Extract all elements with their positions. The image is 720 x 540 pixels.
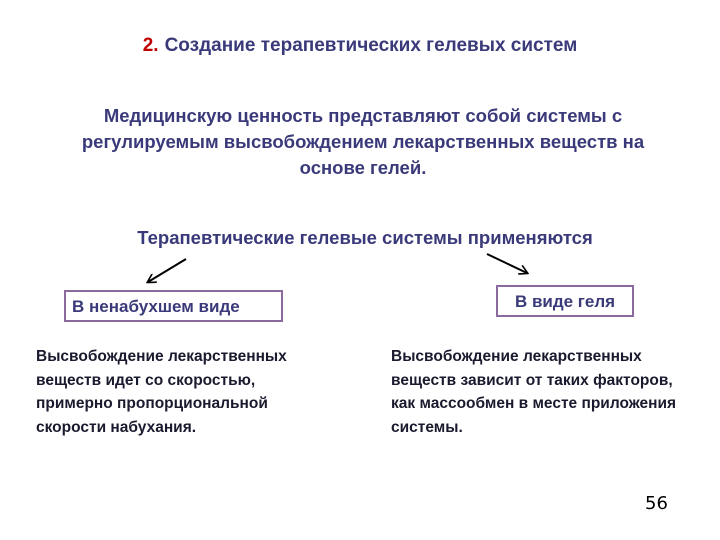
title-number: 2. [142, 35, 159, 56]
gel-form-box [496, 285, 634, 317]
unswollen-form-label: В ненабухшем виде [72, 297, 240, 316]
right-arrow [487, 254, 527, 273]
unswollen-description: Высвобождение лекарственных веществ идет со скоростью, примерно пропорциональной скорости набухания. [36, 348, 287, 436]
title-text: Создание терапевтических гелевых систем [164, 35, 578, 56]
gel-description: Высвобождение лекарственных веществ зависит от таких факторов, как массообмен в месте приложения системы. [391, 348, 677, 436]
unswollen-form-box [64, 290, 283, 322]
gel-form-label: В виде геля [514, 292, 616, 311]
subheading: Терапевтические гелевые системы применяются [137, 227, 593, 248]
intro-paragraph: Медицинскую ценность представляют собой системы с регулируемым высвобождением лекарственных веществ на основе гелей. [81, 105, 645, 178]
page-number: 56 [645, 493, 668, 514]
left-arrow [148, 259, 186, 282]
